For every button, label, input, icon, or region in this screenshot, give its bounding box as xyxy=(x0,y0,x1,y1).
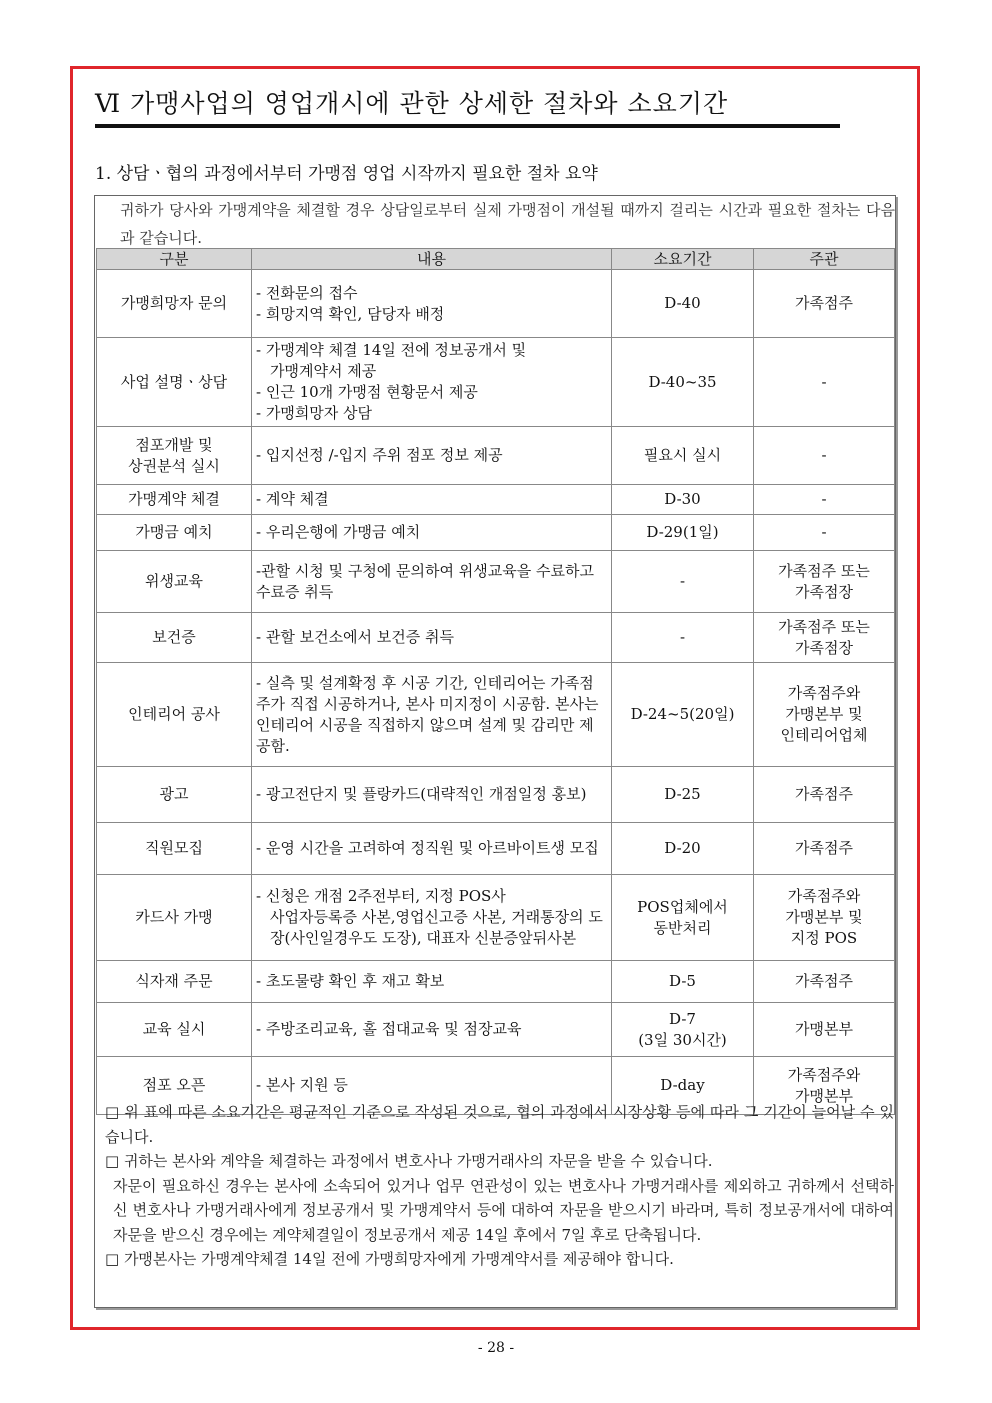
row-owner xyxy=(754,427,895,485)
row-category-line: 점포개발 및 xyxy=(135,435,213,454)
row-owner-line: - xyxy=(821,523,827,541)
row-period-line: D-5 xyxy=(669,972,696,990)
row-owner xyxy=(754,663,895,767)
note-item: □ 가맹본사는 가맹계약체결 14일 전에 가맹희망자에게 가맹계약서를 제공해야 합니다. xyxy=(105,1250,674,1268)
row-period xyxy=(612,613,754,663)
row-owner xyxy=(754,551,895,613)
row-owner-line: 가족점장 xyxy=(795,638,853,657)
header-category: 구분 xyxy=(97,249,252,270)
row-category-line: 직원모집 xyxy=(145,839,203,857)
row-owner-line: 가족점주와 xyxy=(787,684,861,702)
row-content xyxy=(252,515,612,551)
row-owner-line: 가맹본부 xyxy=(795,1020,853,1038)
row-category xyxy=(97,961,252,1003)
row-period-line: - xyxy=(679,572,686,590)
row-content-line: - 신청은 개점 2주전부터, 지정 POS사 xyxy=(256,887,506,905)
row-content xyxy=(252,961,612,1003)
row-owner xyxy=(754,485,895,515)
section-heading: 1. 상담ㆍ협의 과정에서부터 가맹점 영업 시작까지 필요한 절차 요약 xyxy=(95,164,598,184)
row-owner-line: 가족점주 또는 xyxy=(778,617,870,636)
row-owner-line: - xyxy=(821,372,827,391)
row-category-line: 보건증 xyxy=(152,628,196,646)
note-item: 자문이 필요하신 경우는 본사에 소속되어 있거나 업무 연관성이 있는 변호사나 가맹거래사를 제외하고 귀하께서 선택하신 변호사나 가맹거래사에게 정보공개서 및 가맹계약서 등에 대하여 자문을 받으시기 바라며, 특히 정보공개서에 대하여 자문을 받으신 경우에는 계약체결일이 정보공개서 제공 14일 후에서 7일 후로 단축됩니다. xyxy=(113,1176,894,1244)
row-period-line: D-24~5(20일) xyxy=(630,705,735,723)
row-category-line: 식자재 주문 xyxy=(135,972,213,990)
row-content xyxy=(252,270,612,338)
row-owner-line: 가족점주 xyxy=(795,839,853,857)
row-content-line: 사업자등록증 사본,영업신고증 사본, 거래통장의 도장(사인일경우도 도장), 대표자 신분증앞뒤사본 xyxy=(270,908,603,947)
row-content-line: -관할 시청 및 구청에 문의하여 위생교육을 수료하고 수료증 취득 xyxy=(256,561,594,601)
row-category xyxy=(97,515,252,551)
row-content xyxy=(252,823,612,875)
row-category-line: 카드사 가맹 xyxy=(135,908,213,926)
row-content xyxy=(252,875,612,961)
row-period-line: D-25 xyxy=(664,785,701,803)
row-owner xyxy=(754,515,895,551)
row-content-line: - 희망지역 확인, 담당자 배정 xyxy=(256,304,445,323)
row-content-line: - 초도물량 확인 후 재고 확보 xyxy=(256,972,445,990)
table-row xyxy=(97,961,895,1003)
row-period-line: D-30 xyxy=(664,490,701,508)
row-owner-line: 가족점주 xyxy=(795,785,853,803)
notes-section xyxy=(105,1100,894,1272)
row-content-line: - 가맹희망자 상담 xyxy=(256,404,373,422)
row-content-line: - 전화문의 접수 xyxy=(256,283,358,302)
row-category xyxy=(97,823,252,875)
row-owner-line: 가족점장 xyxy=(795,582,853,601)
row-period xyxy=(612,961,754,1003)
page-number: - 28 - xyxy=(477,1340,515,1356)
row-period-line: D-40 xyxy=(664,294,701,312)
row-owner-line: 가맹본부 및 xyxy=(785,705,863,723)
row-content xyxy=(252,1003,612,1057)
table-row xyxy=(97,823,895,875)
row-content xyxy=(252,485,612,515)
row-period xyxy=(612,875,754,961)
row-category-line: 인테리어 공사 xyxy=(128,705,220,723)
title-underline xyxy=(95,124,840,128)
row-owner xyxy=(754,875,895,961)
row-content-line: - 가맹계약 체결 14일 전에 정보공개서 및 xyxy=(256,341,527,359)
row-owner xyxy=(754,767,895,823)
row-content-line: - 실측 및 설계확정 후 시공 기간, 인테리어는 가족점주가 직접 시공하거나, 본사 미지정이 시공함. 본사는 인테리어 시공을 직접하지 않으며 설계 및 감리만 제공함. xyxy=(256,673,599,755)
row-content xyxy=(252,767,612,823)
row-period-line: D-20 xyxy=(664,839,701,857)
table-row xyxy=(97,1003,895,1057)
table-row xyxy=(97,338,895,427)
row-content xyxy=(252,338,612,427)
row-category xyxy=(97,1003,252,1057)
table-row xyxy=(97,270,895,338)
row-content-line: - 입지선정 /-입지 주위 점포 정보 제공 xyxy=(256,446,503,464)
intro-text xyxy=(120,196,895,252)
row-content-line: - 인근 10개 가맹점 현황문서 제공 xyxy=(256,383,478,401)
row-content-line: - 계약 체결 xyxy=(256,490,329,508)
note-item: □ 위 표에 따른 소요기간은 평균적인 기준으로 작성된 것으로, 협의 과정에서 시장상황 등에 따라 그 기간이 늘어날 수 있습니다. xyxy=(105,1103,894,1146)
row-period-line: D-29(1일) xyxy=(646,523,719,541)
row-owner xyxy=(754,961,895,1003)
row-category xyxy=(97,663,252,767)
note-item: □ 귀하는 본사와 계약을 체결하는 과정에서 변호사나 가맹거래사의 자문을 받을 수 있습니다. xyxy=(105,1152,713,1170)
table-row xyxy=(97,663,895,767)
row-owner-line: 가족점주 xyxy=(795,972,853,990)
row-category-line: 가맹금 예치 xyxy=(135,523,213,541)
row-owner-line: 가족점주와 xyxy=(787,1065,861,1084)
row-owner-line: 가맹본부 xyxy=(795,1086,853,1105)
row-content-line: 가맹계약서 제공 xyxy=(270,362,377,380)
table-row xyxy=(97,767,895,823)
row-category xyxy=(97,613,252,663)
header-content: 내용 xyxy=(252,249,612,270)
row-content-line: - 운영 시간을 고려하여 정직원 및 아르바이트생 모집 xyxy=(256,839,599,857)
procedure-table xyxy=(96,248,895,1115)
row-period xyxy=(612,551,754,613)
intro-paragraph: 귀하가 당사와 가맹계약을 체결할 경우 상담일로부터 실제 가맹점이 개설될 때까지 걸리는 시간과 필요한 절차는 다음과 같습니다. xyxy=(120,201,895,247)
row-category-line: 상권분석 실시 xyxy=(128,456,220,475)
row-period-line: D-40~35 xyxy=(648,372,717,391)
row-period xyxy=(612,663,754,767)
row-category xyxy=(97,270,252,338)
row-content-line: - 우리은행에 가맹금 예치 xyxy=(256,523,421,541)
row-owner-line: 가맹본부 및 xyxy=(785,908,863,926)
row-owner xyxy=(754,823,895,875)
row-period-line: - xyxy=(679,628,686,646)
row-period-line: POS업체에서 xyxy=(637,897,728,916)
row-category-line: 위생교육 xyxy=(145,572,203,590)
row-period-line: D-day xyxy=(660,1076,705,1094)
row-category-line: 사업 설명ㆍ상담 xyxy=(120,372,228,391)
row-owner xyxy=(754,270,895,338)
table-row xyxy=(97,485,895,515)
row-owner-line: 인테리어업체 xyxy=(780,726,868,744)
table-row xyxy=(97,875,895,961)
row-content-line: - 광고전단지 및 플랑카드(대략적인 개점일정 홍보) xyxy=(256,785,587,803)
header-owner: 주관 xyxy=(754,249,895,270)
row-category xyxy=(97,427,252,485)
table-row xyxy=(97,515,895,551)
row-content-line: - 관할 보건소에서 보건증 취득 xyxy=(256,628,455,646)
row-period xyxy=(612,338,754,427)
row-owner-line: - xyxy=(821,446,827,464)
row-content xyxy=(252,427,612,485)
row-period-line: 동반처리 xyxy=(653,918,712,937)
row-owner xyxy=(754,338,895,427)
row-owner-line: 가족점주 또는 xyxy=(778,561,870,580)
table-row xyxy=(97,427,895,485)
row-period xyxy=(612,1003,754,1057)
table-row xyxy=(97,613,895,663)
row-category-line: 교육 실시 xyxy=(142,1020,206,1038)
row-period xyxy=(612,823,754,875)
row-period-line: 필요시 실시 xyxy=(643,446,722,464)
row-category xyxy=(97,338,252,427)
row-owner-line: 가족점주와 xyxy=(787,887,861,905)
row-category xyxy=(97,767,252,823)
row-period xyxy=(612,515,754,551)
header-period: 소요기간 xyxy=(612,249,754,270)
row-category-line: 가맹희망자 문의 xyxy=(120,294,228,312)
row-content xyxy=(252,663,612,767)
row-category-line: 점포 오픈 xyxy=(142,1076,206,1094)
table-body xyxy=(97,270,895,1115)
row-content xyxy=(252,551,612,613)
table-row xyxy=(97,551,895,613)
row-content-line: - 본사 지원 등 xyxy=(256,1076,348,1094)
row-category-line: 가맹계약 체결 xyxy=(128,490,220,508)
row-category xyxy=(97,551,252,613)
row-category xyxy=(97,875,252,961)
row-period-line: (3일 30시간) xyxy=(638,1030,727,1049)
row-category xyxy=(97,485,252,515)
row-owner-line: 가족점주 xyxy=(795,294,853,312)
page-title: Ⅵ 가맹사업의 영업개시에 관한 상세한 절차와 소요기간 xyxy=(95,89,729,118)
row-period xyxy=(612,485,754,515)
row-period xyxy=(612,427,754,485)
row-content-line: - 주방조리교육, 홀 접대교육 및 점장교육 xyxy=(256,1020,522,1038)
row-period xyxy=(612,767,754,823)
row-owner xyxy=(754,1003,895,1057)
row-category-line: 광고 xyxy=(159,785,189,803)
row-period xyxy=(612,270,754,338)
table-header-row xyxy=(97,249,895,270)
row-owner-line: 지정 POS xyxy=(790,929,858,947)
row-owner xyxy=(754,613,895,663)
row-owner-line: - xyxy=(821,490,827,508)
row-content xyxy=(252,613,612,663)
row-period-line: D-7 xyxy=(669,1009,696,1028)
